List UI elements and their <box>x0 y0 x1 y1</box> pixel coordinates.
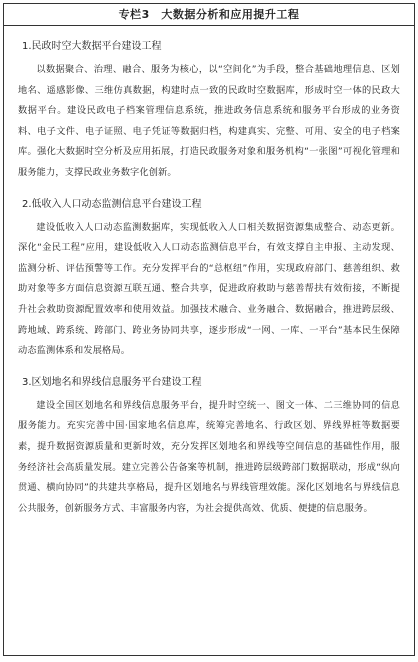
section-body: 以数据聚合、治理、融合、服务为核心，以“空间化”为手段，整合基础地理信息、区划地名、遥感影像、三维仿真数据，构建时点一致的民政时空数据库，形成时空一体的民政大数据平台。建设民政电子档案管理信息系统，推进政务信息系统和服务平台形成的业务资料、电子文件、电子证照、电子凭证等数据归档，构建真实、完整、可用、安全的电子档案库。强化大数据时空分析及应用拓展，打造民政服务对象和服务机构“一张图”可视化管理和服务能力，支撑民政业务数字化创新。 <box>18 64 400 178</box>
section-1 <box>18 38 400 184</box>
box-title: 专栏3 大数据分析和应用提升工程 <box>4 4 414 26</box>
section-body: 建设全国区划地名和界线信息服务平台，提升时空统一、图文一体、二三维协同的信息服务能力。充实完善中国·国家地名信息库，统筹完善地名、行政区划、界线界桩等数据要素，提升数据资源质量和更新时效，充分发挥区划地名和界线等空间信息的基础性作用，服务经济社会高质量发展。建立完善公告备案等机制，推进跨层级跨部门数据联动，形成“纵向贯通、横向协同”的共建共享格局，提升区划地名与界线管理效能。深化区划地名与界线信息公共服务，创新服务方式、丰富服务内容，为社会提供高效、优质、便捷的信息服务。 <box>18 399 400 514</box>
section-2 <box>18 196 400 362</box>
section-heading: 1.民政时空大数据平台建设工程 <box>22 41 162 52</box>
section-heading: 3.区划地名和界线信息服务平台建设工程 <box>22 376 202 388</box>
section-body: 建设低收入人口动态监测数据库，实现低收入人口相关数据资源集成整合、动态更新。深化“金民工程”应用，建设低收入人口动态监测信息平台，有效支撑自主申报、主动发现、监测分析、评估预警等工作。充分发挥平台的“总枢纽”作用，实现政府部门、慈善组织、救助对象等多方面信息资源互联互通、整合共享，促进政府救助与慈善帮扶有效衔接，不断提升社会救助资源配置效率和使用效益。加强技术融合、业务融合、数据融合，推进跨层级、跨地域、跨系统、跨部门、跨业务协同共享，逐步形成“一网、一库、一平台”基本民生保障动态监测体系和发展格局。 <box>18 221 400 357</box>
section-heading: 2.低收入人口动态监测信息平台建设工程 <box>22 198 202 210</box>
section-3 <box>18 374 400 520</box>
column-box <box>3 3 415 656</box>
section-spacer <box>18 362 400 374</box>
section-spacer <box>18 184 400 196</box>
box-content <box>4 26 414 519</box>
